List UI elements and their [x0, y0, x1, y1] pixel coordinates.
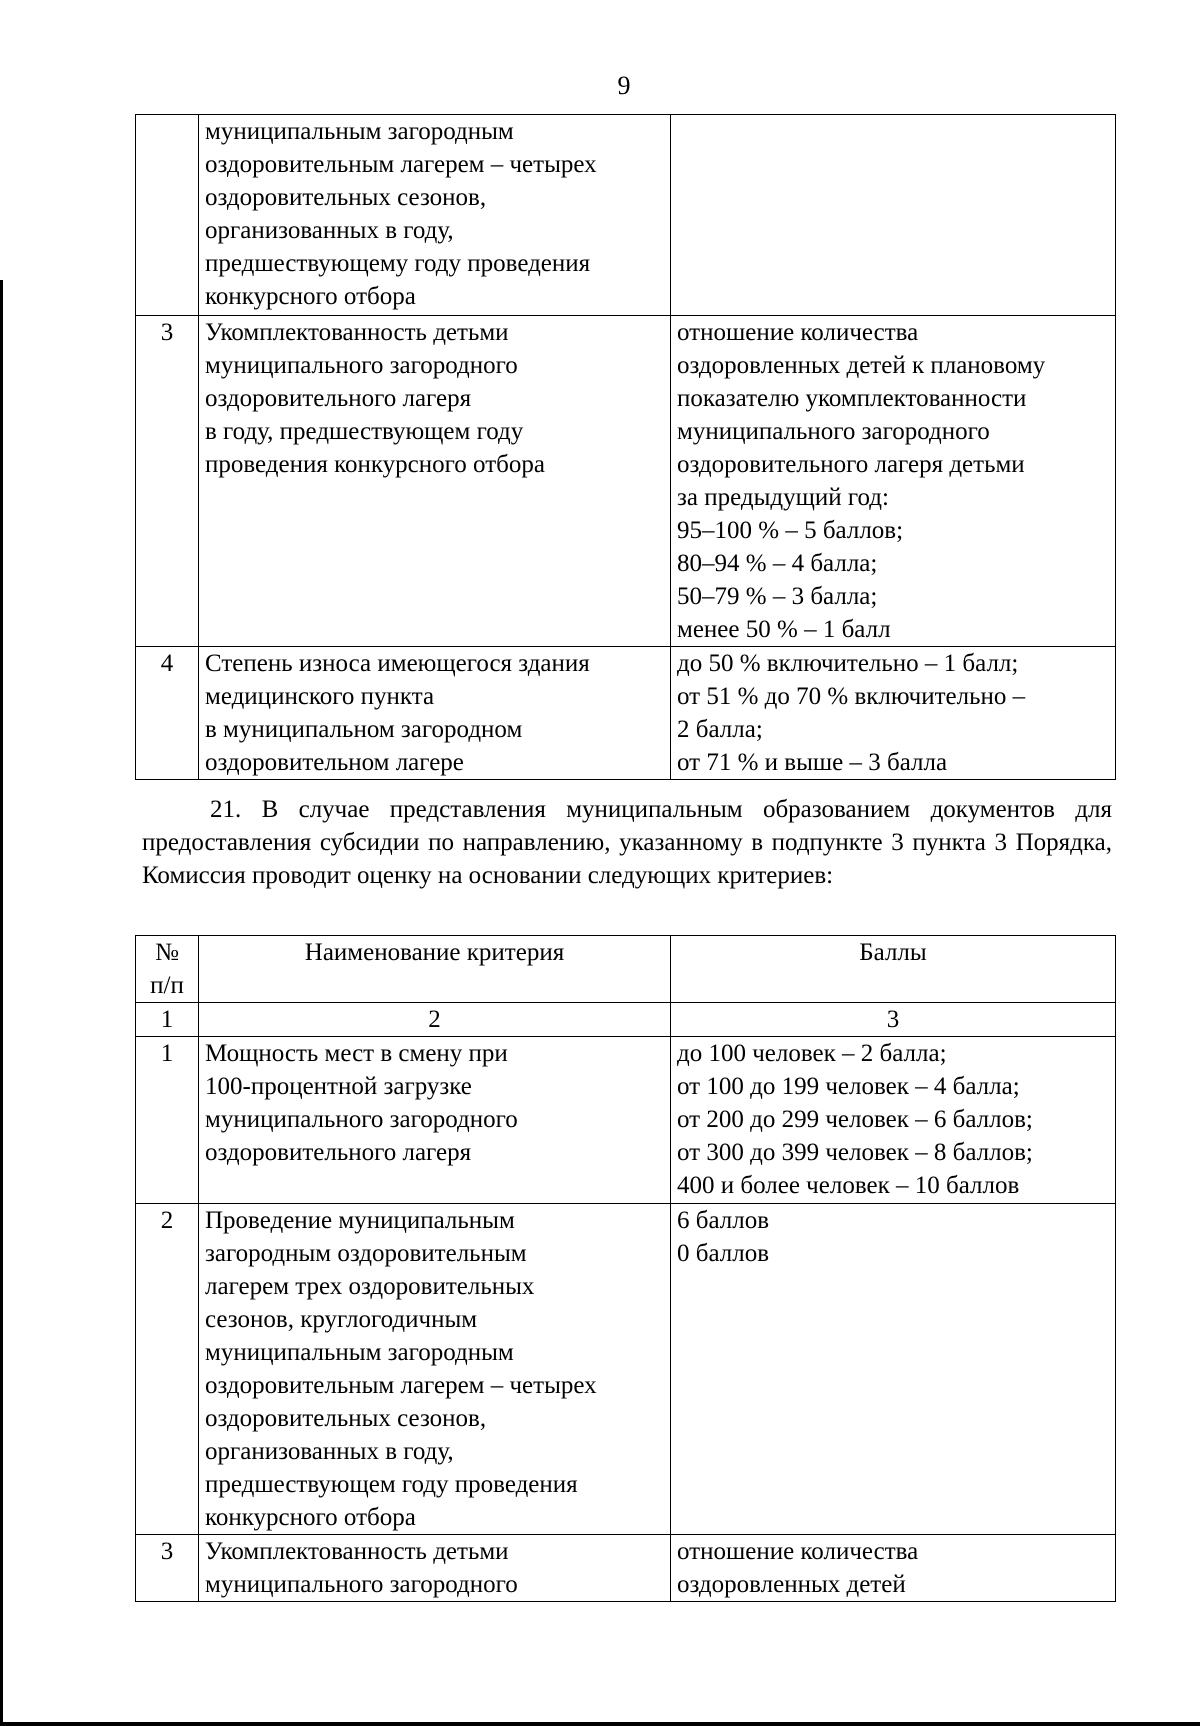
criteria-table: [135, 935, 1116, 1602]
criterion-cell: муниципальным загородным оздоровительным лагерем – четырех оздоровительных сезонов, организованных в году, предшествующему году проведения конкурсного отбора: [199, 115, 671, 316]
points-cell: до 100 человек – 2 балла; от 100 до 199 человек – 4 балла; от 200 до 299 человек – 6 баллов; от 300 до 399 человек – 8 баллов; 400 и более человек – 10 баллов: [671, 1037, 1116, 1204]
row-number: 1: [136, 1037, 199, 1204]
criterion-cell: Укомплектованность детьми муниципального загородного: [199, 1535, 671, 1602]
scan-edge-bottom: [0, 1722, 1200, 1726]
criteria-table-continued: [135, 114, 1116, 780]
points-cell: отношение количества оздоровленных детей к плановому показателю укомплектованности муниципального загородного оздоровительного лагеря детьми за предыдущий год: 95–100 % – 5 баллов; 80–94 % – 4 балла; 50–79 % – 3 балла; менее 50 % – 1 балл: [671, 316, 1116, 647]
criterion-cell: Степень износа имеющегося здания медицинского пункта в муниципальном загородном оздоровительном лагере: [199, 647, 671, 780]
column-number-3: 3: [671, 1003, 1116, 1037]
header-number: № п/п: [136, 936, 199, 1003]
column-number-2: 2: [199, 1003, 671, 1037]
row-number: 3: [136, 316, 199, 647]
points-cell: [671, 115, 1116, 316]
points-cell: 6 баллов 0 баллов: [671, 1204, 1116, 1535]
paragraph-21: 21. В случае представления муниципальным образованием документов для предоставления субсидии по направлению, указанному в подпункте 3 пункта 3 Порядка, Комиссия проводит оценку на основании следующих критериев:: [142, 796, 1112, 889]
points-cell: до 50 % включительно – 1 балл; от 51 % до 70 % включительно – 2 балла; от 71 % и выше – 3 балла: [671, 647, 1116, 780]
row-number: [136, 115, 199, 316]
criterion-cell: Укомплектованность детьми муниципального загородного оздоровительного лагеря в году, предшествующем году проведения конкурсного отбора: [199, 316, 671, 647]
criterion-cell: Проведение муниципальным загородным оздоровительным лагерем трех оздоровительных сезонов, круглогодичным муниципальным загородным оздоровительным лагерем – четырех оздоровительных сезонов, организованных в году, предшествующем году проведения конкурсного отбора: [199, 1204, 671, 1535]
table-row: [136, 1204, 1116, 1535]
table-row: [136, 1535, 1116, 1602]
scan-edge-left: [0, 280, 3, 1726]
criterion-cell: Мощность мест в смену при 100-процентной загрузке муниципального загородного оздоровительного лагеря: [199, 1037, 671, 1204]
header-points: Баллы: [671, 936, 1116, 1003]
points-cell: отношение количества оздоровленных детей: [671, 1535, 1116, 1602]
table-header-row: [136, 936, 1116, 1003]
table-row: [136, 115, 1116, 316]
row-number: 2: [136, 1204, 199, 1535]
table-row: [136, 316, 1116, 647]
table-row: [136, 1037, 1116, 1204]
page-number: 9: [617, 71, 631, 100]
header-criterion: Наименование критерия: [199, 936, 671, 1003]
row-number: 3: [136, 1535, 199, 1602]
row-number: 4: [136, 647, 199, 780]
column-number-row: [136, 1003, 1116, 1037]
column-number-1: 1: [136, 1003, 199, 1037]
table-row: [136, 647, 1116, 780]
